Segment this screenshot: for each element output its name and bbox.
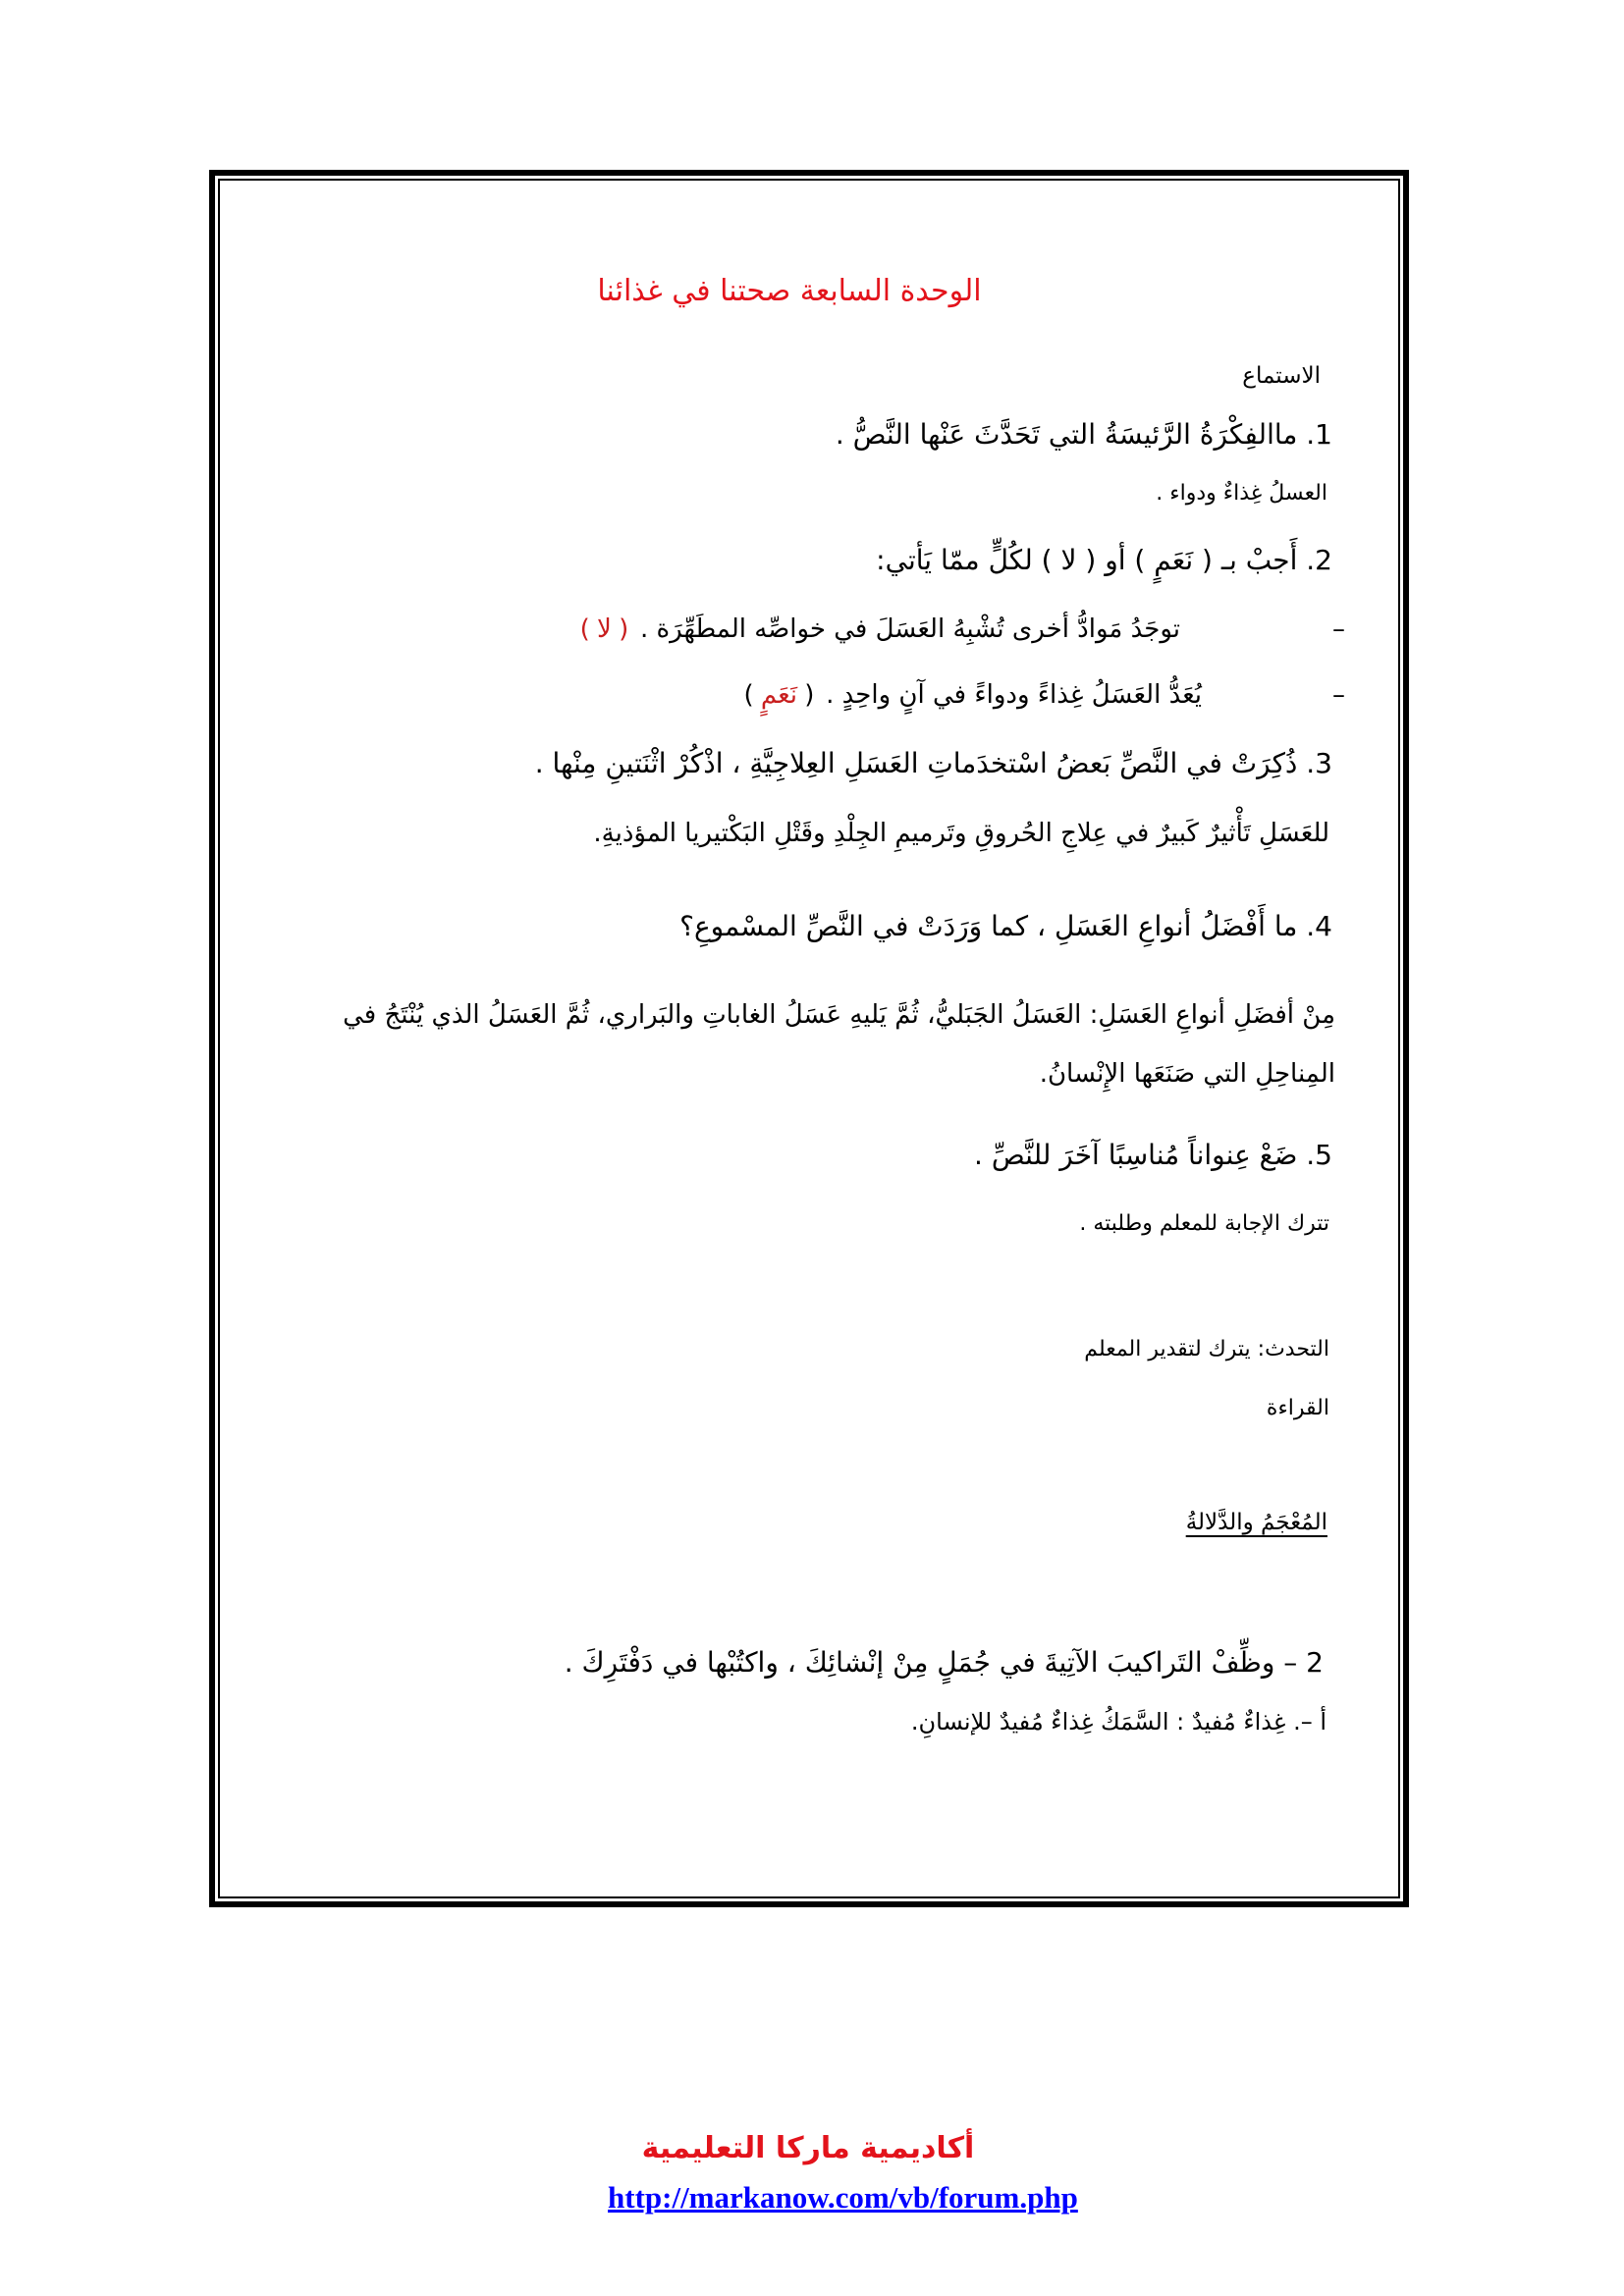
question-2: 2. أَجبْ بـ ( نَعَمٍ ) أو ( لا ) لكُلٍّ ممّا يَأتي: bbox=[876, 544, 1332, 576]
statement-text: توجَدُ مَوادُّ أخرى تُشْبِهُ العَسَلَ في خواصِّه المطَهِّرَة . bbox=[639, 614, 1180, 644]
lexicon-heading: المُعْجَمُ والدَّلالةُ bbox=[1185, 1510, 1327, 1535]
statement-text: يُعَدُّ العَسَلُ غِذاءً ودواءً في آنٍ واحِدٍ . bbox=[826, 680, 1202, 710]
footer-organization: أكاديمية ماركا التعليمية bbox=[641, 2131, 975, 2165]
list-item bbox=[744, 676, 1203, 715]
list-item bbox=[580, 611, 1180, 649]
question-5: 5. ضَعْ عِنواناً مُناسِبًا آخَرَ للنَّصِّ . bbox=[974, 1139, 1332, 1171]
answer-5: تترك الإجابة للمعلم وطلبته . bbox=[1079, 1211, 1329, 1236]
answer-open-paren: ( bbox=[619, 614, 629, 644]
speaking-section: التحدث: يترك لتقدير المعلم bbox=[1084, 1337, 1329, 1362]
list-bullet: – bbox=[1332, 614, 1345, 644]
answer-1: العسلُ غِذاءٌ ودواء . bbox=[1156, 481, 1327, 506]
question-1: 1. ماالفِكْرَةُ الرَّئيسَةُ التي تَحَدَّثَ عَنْها النَّصُّ . bbox=[835, 418, 1332, 451]
listening-heading: الاستماع bbox=[1242, 363, 1321, 389]
lexicon-example: أ –. غِذاءٌ مُفيدٌ : السَّمَكُ غِذاءٌ مُفيدٌ للإنسانِ. bbox=[910, 1708, 1326, 1735]
answer-4-line-2: المِناحِلِ التي صَنَعَها الإِنْسانُ. bbox=[1039, 1059, 1335, 1089]
lexicon-question: 2 – وظِّفْ التَراكيبَ الآتِيةَ في جُمَلٍ مِنْ إنْشائِكَ ، واكتُبْها في دَفْتَرِكَ . bbox=[564, 1646, 1324, 1679]
answer-word: لا bbox=[597, 614, 612, 644]
question-3: 3. ذُكِرَتْ في النَّصِّ بَعضُ اسْتخدَماتِ العَسَلِ العِلاجِيَّةِ ، اذْكُرْ اثْنَتينِ مِنْها . bbox=[534, 747, 1332, 779]
answer-4-line-1: مِنْ أفضَلِ أنواعِ العَسَلِ: العَسَلُ الجَبَليُّ، ثُمَّ يَليهِ عَسَلُ الغاباتِ والبَراري، ثُمَّ العَسَلُ الذي يُنْتَجُ في bbox=[343, 1000, 1335, 1030]
unit-title: الوحدة السابعة صحتنا في غذائنا bbox=[597, 274, 982, 308]
forum-link[interactable]: http://markanow.com/vb/forum.php bbox=[608, 2180, 1078, 2215]
answer-word: نَعَمٍ bbox=[760, 680, 798, 710]
answer-3: للعَسَلِ تَأْثيرٌ كَبيرٌ في عِلاجِ الحُروقِ وتَرميمِ الجِلْدِ وقَتْلِ البَكْتيريا المؤذيةِ. bbox=[593, 819, 1329, 848]
answer-close-paren: ) bbox=[743, 680, 754, 710]
answer-open-paren: ( bbox=[804, 680, 815, 710]
question-4: 4. ما أَفْضَلُ أنواعِ العَسَلِ ، كما وَرَدَتْ في النَّصِّ المسْموعِ؟ bbox=[679, 910, 1332, 942]
answer-close-paren: ) bbox=[579, 614, 590, 644]
list-bullet: – bbox=[1332, 680, 1345, 710]
reading-heading: القراءة bbox=[1266, 1396, 1329, 1420]
